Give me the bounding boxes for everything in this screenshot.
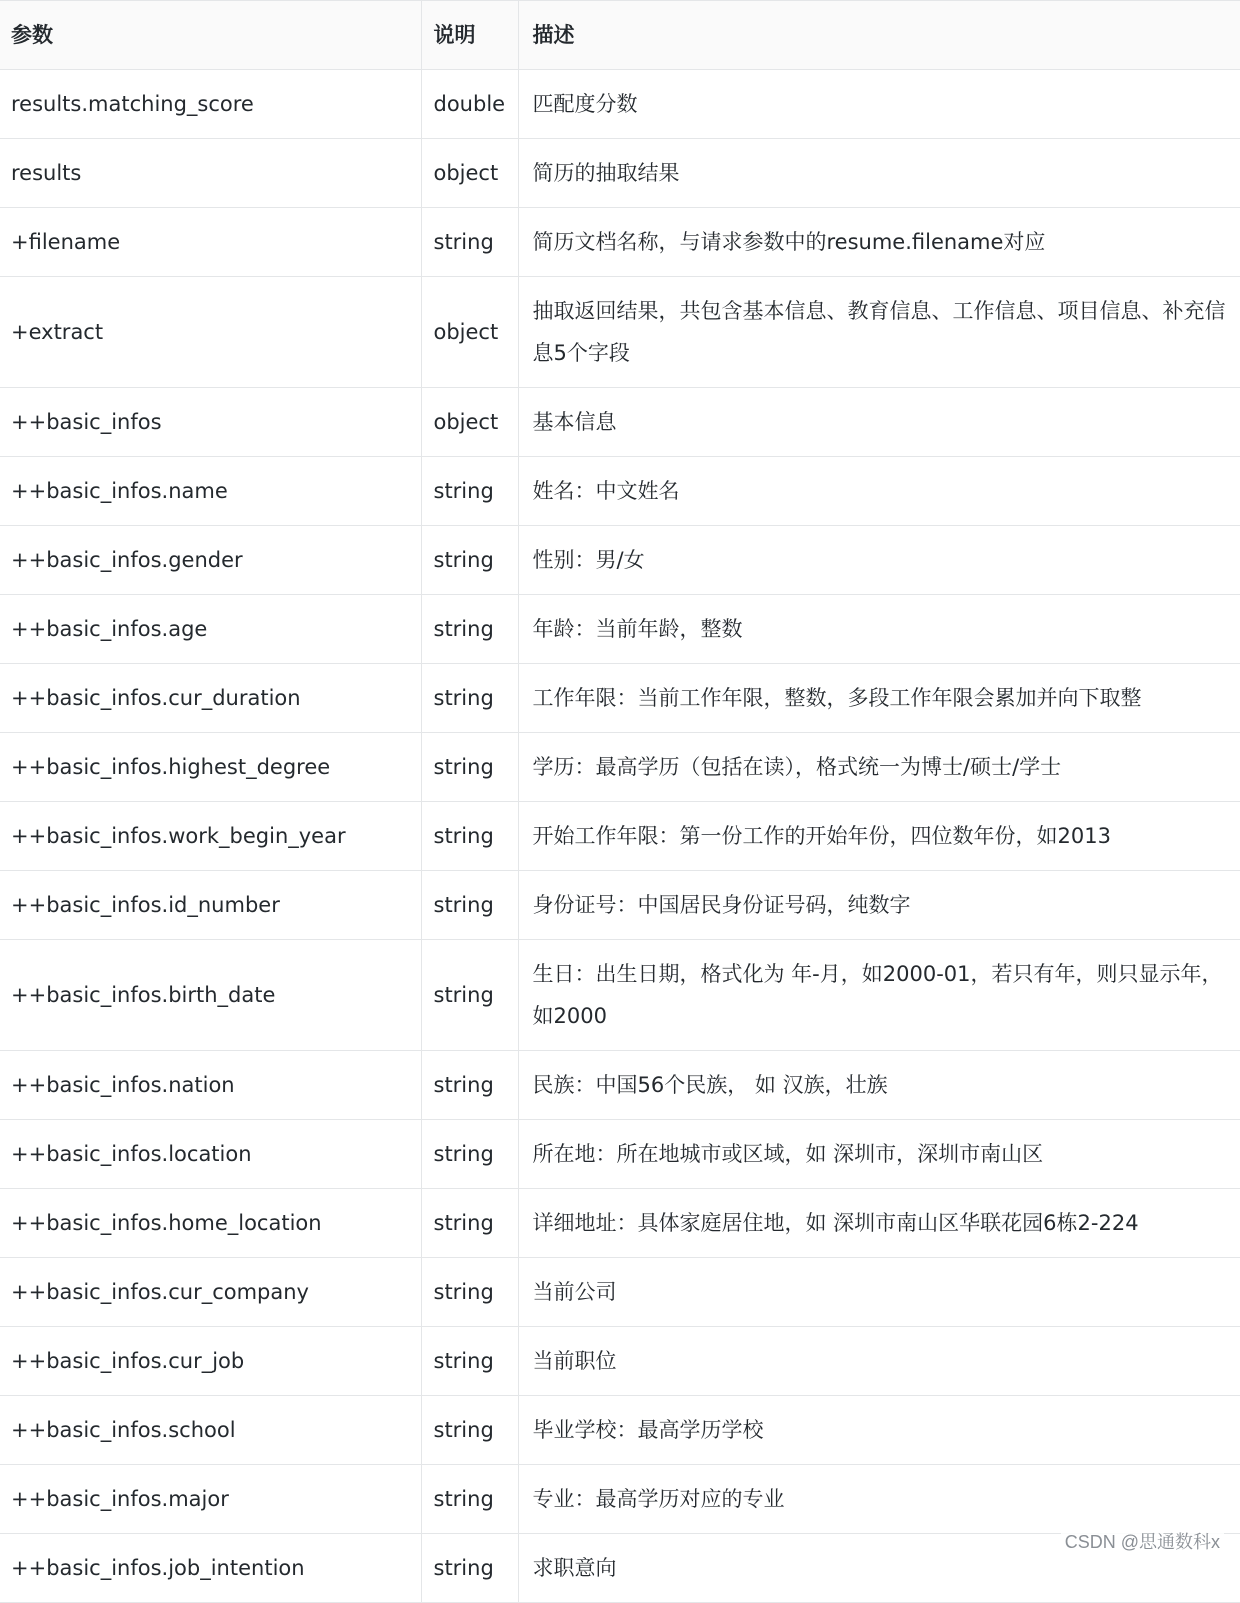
type-cell: object [421, 388, 518, 457]
table-row [0, 1120, 1240, 1189]
table-row [0, 871, 1240, 940]
type-cell: string [421, 940, 518, 1051]
description-cell: 工作年限：当前工作年限，整数，多段工作年限会累加并向下取整 [518, 664, 1240, 733]
param-cell: ++basic_infos.nation [0, 1051, 421, 1120]
table-row [0, 1327, 1240, 1396]
description-cell: 专业：最高学历对应的专业 [518, 1465, 1240, 1534]
type-cell: double [421, 70, 518, 139]
type-cell: string [421, 1465, 518, 1534]
description-cell: 性别：男/女 [518, 526, 1240, 595]
description-cell: 抽取返回结果，共包含基本信息、教育信息、工作信息、项目信息、补充信息5个字段 [518, 277, 1240, 388]
table-row [0, 664, 1240, 733]
param-cell: ++basic_infos.age [0, 595, 421, 664]
table-row [0, 733, 1240, 802]
type-cell: object [421, 277, 518, 388]
table-row [0, 526, 1240, 595]
type-cell: object [421, 139, 518, 208]
description-cell: 详细地址：具体家庭居住地，如 深圳市南山区华联花园6栋2-224 [518, 1189, 1240, 1258]
table-body [0, 70, 1240, 1603]
description-cell: 当前职位 [518, 1327, 1240, 1396]
table-row [0, 802, 1240, 871]
table-row [0, 139, 1240, 208]
type-cell: string [421, 1051, 518, 1120]
param-cell: ++basic_infos.name [0, 457, 421, 526]
param-cell: ++basic_infos.major [0, 1465, 421, 1534]
description-cell: 毕业学校：最高学历学校 [518, 1396, 1240, 1465]
csdn-watermark: CSDN @思通数科x [1061, 1526, 1224, 1556]
type-cell: string [421, 526, 518, 595]
description-cell: 年龄：当前年龄，整数 [518, 595, 1240, 664]
type-cell: string [421, 1120, 518, 1189]
table-row [0, 388, 1240, 457]
table-row [0, 1396, 1240, 1465]
description-cell: 简历的抽取结果 [518, 139, 1240, 208]
param-cell: ++basic_infos.highest_degree [0, 733, 421, 802]
table-row [0, 595, 1240, 664]
description-cell: 民族：中国56个民族， 如 汉族，壮族 [518, 1051, 1240, 1120]
type-cell: string [421, 664, 518, 733]
header-description: 描述 [518, 1, 1240, 70]
param-cell: ++basic_infos.home_location [0, 1189, 421, 1258]
type-cell: string [421, 457, 518, 526]
param-cell: ++basic_infos.work_begin_year [0, 802, 421, 871]
description-cell: 生日：出生日期，格式化为 年-月，如2000-01，若只有年，则只显示年，如2000 [518, 940, 1240, 1051]
description-cell: 学历：最高学历（包括在读），格式统一为博士/硕士/学士 [518, 733, 1240, 802]
table-row [0, 70, 1240, 139]
table-header [0, 1, 1240, 70]
param-cell: +extract [0, 277, 421, 388]
param-cell: ++basic_infos.location [0, 1120, 421, 1189]
table-row [0, 1051, 1240, 1120]
param-cell: ++basic_infos.job_intention [0, 1534, 421, 1603]
description-cell: 开始工作年限：第一份工作的开始年份，四位数年份，如2013 [518, 802, 1240, 871]
type-cell: string [421, 1258, 518, 1327]
type-cell: string [421, 1327, 518, 1396]
param-cell: +filename [0, 208, 421, 277]
table-row [0, 457, 1240, 526]
description-cell: 所在地：所在地城市或区域，如 深圳市，深圳市南山区 [518, 1120, 1240, 1189]
param-cell: ++basic_infos.id_number [0, 871, 421, 940]
param-cell: results [0, 139, 421, 208]
header-row [0, 1, 1240, 70]
type-cell: string [421, 871, 518, 940]
description-cell: 简历文档名称，与请求参数中的resume.filename对应 [518, 208, 1240, 277]
description-cell: 当前公司 [518, 1258, 1240, 1327]
table-row [0, 1465, 1240, 1534]
type-cell: string [421, 208, 518, 277]
description-cell: 基本信息 [518, 388, 1240, 457]
type-cell: string [421, 1534, 518, 1603]
param-cell: ++basic_infos.cur_job [0, 1327, 421, 1396]
table-row [0, 940, 1240, 1051]
table-row [0, 277, 1240, 388]
param-cell: ++basic_infos.cur_company [0, 1258, 421, 1327]
param-cell: ++basic_infos.birth_date [0, 940, 421, 1051]
param-cell: ++basic_infos.gender [0, 526, 421, 595]
type-cell: string [421, 1396, 518, 1465]
header-param: 参数 [0, 1, 421, 70]
header-type: 说明 [421, 1, 518, 70]
description-cell: 匹配度分数 [518, 70, 1240, 139]
table-row [0, 1258, 1240, 1327]
param-cell: results.matching_score [0, 70, 421, 139]
param-cell: ++basic_infos.school [0, 1396, 421, 1465]
type-cell: string [421, 802, 518, 871]
table-row [0, 208, 1240, 277]
type-cell: string [421, 595, 518, 664]
param-cell: ++basic_infos.cur_duration [0, 664, 421, 733]
table-row [0, 1189, 1240, 1258]
table-row [0, 1534, 1240, 1603]
type-cell: string [421, 733, 518, 802]
description-cell: 求职意向 [518, 1534, 1240, 1603]
description-cell: 姓名：中文姓名 [518, 457, 1240, 526]
param-cell: ++basic_infos [0, 388, 421, 457]
type-cell: string [421, 1189, 518, 1258]
description-cell: 身份证号：中国居民身份证号码，纯数字 [518, 871, 1240, 940]
